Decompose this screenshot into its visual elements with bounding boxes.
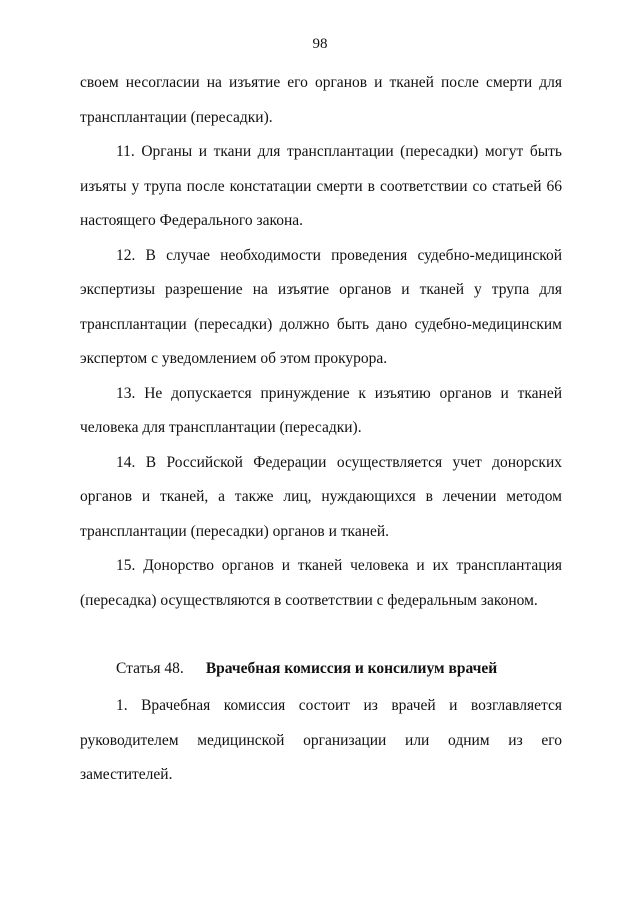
article-heading [80, 659, 562, 679]
paragraph-item-11: 11. Органы и ткани для трансплантации (пересадки) могут быть изъяты у трупа после констатации смерти в соответствии со статьей 66 настоящего Федерального закона. [80, 143, 562, 229]
paragraph-continuation: своем несогласии на изъятие его органов и тканей после смерти для трансплантации (пересадки). [80, 74, 562, 126]
page-number: 98 [312, 36, 328, 52]
article-number: Статья 48. [116, 660, 184, 677]
paragraph-item-15: 15. Донорство органов и тканей человека и их трансплантация (пересадка) осуществляются в соответствии с федеральным законом. [80, 557, 562, 609]
paragraph-item-13: 13. Не допускается принуждение к изъятию органов и тканей человека для трансплантации (пересадки). [80, 384, 562, 436]
body-text [80, 66, 562, 618]
paragraph-item-14: 14. В Российской Федерации осуществляется учет донорских органов и тканей, а также лиц, нуждающихся в лечении методом трансплантации (пересадки) органов и тканей. [80, 453, 562, 540]
paragraph-item-12: 12. В случае необходимости проведения судебно-медицинской экспертизы разрешение на изъятие органов и тканей у трупа для трансплантации (пересадки) должно быть дано судебно-медицинским экспертом с уведомлением об этом прокурора. [80, 246, 562, 367]
article-body [80, 689, 562, 793]
article-paragraph-1: 1. Врачебная комиссия состоит из врачей и возглавляется руководителем медицинской организации или одним из его заместителей. [80, 697, 562, 783]
article-title: Врачебная комиссия и консилиум врачей [205, 660, 498, 677]
